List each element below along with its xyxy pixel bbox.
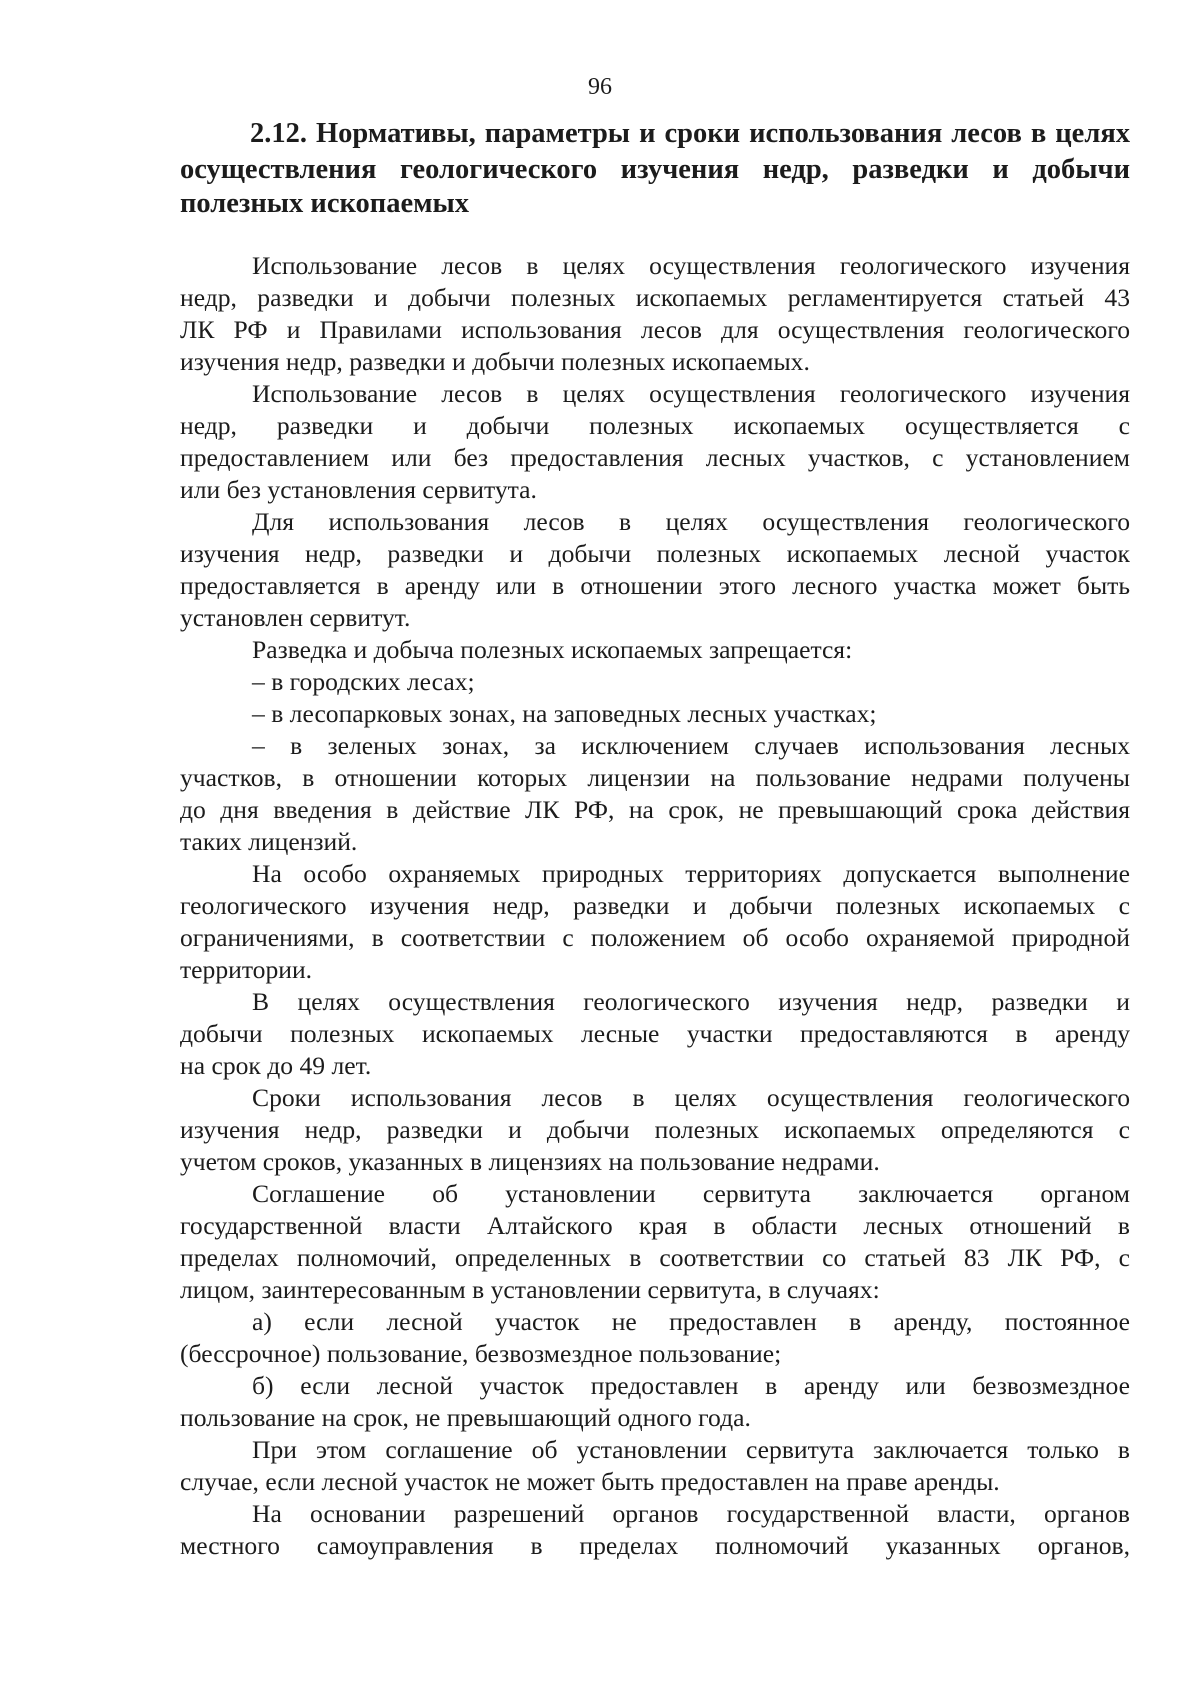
- body-text-line: изучения недр, разведки и добычи полезных ископаемых.: [180, 347, 810, 376]
- body-text-line: б) если лесной участок предоставлен в аренду или безвозмездное: [252, 1371, 1130, 1400]
- body-text-line: При этом соглашение об установлении сервитута заключается только в: [252, 1435, 1130, 1464]
- section-heading-line: осуществления геологического изучения недр, разведки и добычи: [180, 154, 1130, 185]
- body-text-line: Использование лесов в целях осуществления геологического изучения: [252, 251, 1130, 280]
- body-text-line: На особо охраняемых природных территориях допускается выполнение: [252, 859, 1130, 888]
- body-text-line: изучения недр, разведки и добычи полезных ископаемых определяются с: [180, 1115, 1130, 1144]
- body-text-line: – в городских лесах;: [252, 667, 475, 696]
- body-text-line: геологического изучения недр, разведки и добычи полезных ископаемых с: [180, 891, 1130, 920]
- page-number: 96: [588, 74, 612, 100]
- body-text-line: – в зеленых зонах, за исключением случаев использования лесных: [252, 731, 1130, 760]
- body-text-line: Для использования лесов в целях осуществления геологического: [252, 507, 1130, 536]
- body-text-line: учетом сроков, указанных в лицензиях на пользование недрами.: [180, 1147, 880, 1176]
- body-text-line: добычи полезных ископаемых лесные участки предоставляются в аренду: [180, 1019, 1130, 1048]
- body-text-line: местного самоуправления в пределах полномочий указанных органов,: [180, 1531, 1130, 1560]
- body-text-line: территории.: [180, 955, 313, 984]
- body-text-line: Сроки использования лесов в целях осуществления геологического: [252, 1083, 1130, 1112]
- body-text-line: Соглашение об установлении сервитута заключается органом: [252, 1179, 1130, 1208]
- body-text-line: ограничениями, в соответствии с положением об особо охраняемой природной: [180, 923, 1130, 952]
- body-text-line: на срок до 49 лет.: [180, 1051, 372, 1080]
- body-text-line: пределах полномочий, определенных в соответствии со статьей 83 ЛК РФ, с: [180, 1243, 1130, 1272]
- body-text-line: недр, разведки и добычи полезных ископаемых осуществляется с: [180, 411, 1130, 440]
- body-text-line: На основании разрешений органов государственной власти, органов: [252, 1499, 1130, 1528]
- body-text-line: недр, разведки и добычи полезных ископаемых регламентируется статьей 43: [180, 283, 1130, 312]
- body-text-line: предоставляется в аренду или в отношении этого лесного участка может быть: [180, 571, 1130, 600]
- body-text-line: – в лесопарковых зонах, на заповедных лесных участках;: [252, 699, 877, 728]
- body-text-line: В целях осуществления геологического изучения недр, разведки и: [252, 987, 1130, 1016]
- body-text-line: предоставлением или без предоставления лесных участков, с установлением: [180, 443, 1130, 472]
- section-heading-line: 2.12. Нормативы, параметры и сроки использования лесов в целях: [250, 118, 1130, 149]
- body-text-line: государственной власти Алтайского края в области лесных отношений в: [180, 1211, 1130, 1240]
- body-text-line: (бессрочное) пользование, безвозмездное пользование;: [180, 1339, 782, 1368]
- body-text-line: случае, если лесной участок не может быть предоставлен на праве аренды.: [180, 1467, 1000, 1496]
- body-text-line: пользование на срок, не превышающий одного года.: [180, 1403, 751, 1432]
- body-text-line: лицом, заинтересованным в установлении сервитута, в случаях:: [180, 1275, 880, 1304]
- body-text-line: Разведка и добыча полезных ископаемых запрещается:: [252, 635, 853, 664]
- body-text-line: установлен сервитут.: [180, 603, 411, 632]
- body-text-line: Использование лесов в целях осуществления геологического изучения: [252, 379, 1130, 408]
- section-heading-line: полезных ископаемых: [180, 188, 470, 219]
- body-text-line: таких лицензий.: [180, 827, 358, 856]
- body-text-line: ЛК РФ и Правилами использования лесов для осуществления геологического: [180, 315, 1130, 344]
- body-text-line: изучения недр, разведки и добычи полезных ископаемых лесной участок: [180, 539, 1130, 568]
- body-text-line: участков, в отношении которых лицензии на пользование недрами получены: [180, 763, 1130, 792]
- body-text-line: или без установления сервитута.: [180, 475, 537, 504]
- body-text-line: а) если лесной участок не предоставлен в аренду, постоянное: [252, 1307, 1130, 1336]
- body-text-line: до дня введения в действие ЛК РФ, на срок, не превышающий срока действия: [180, 795, 1130, 824]
